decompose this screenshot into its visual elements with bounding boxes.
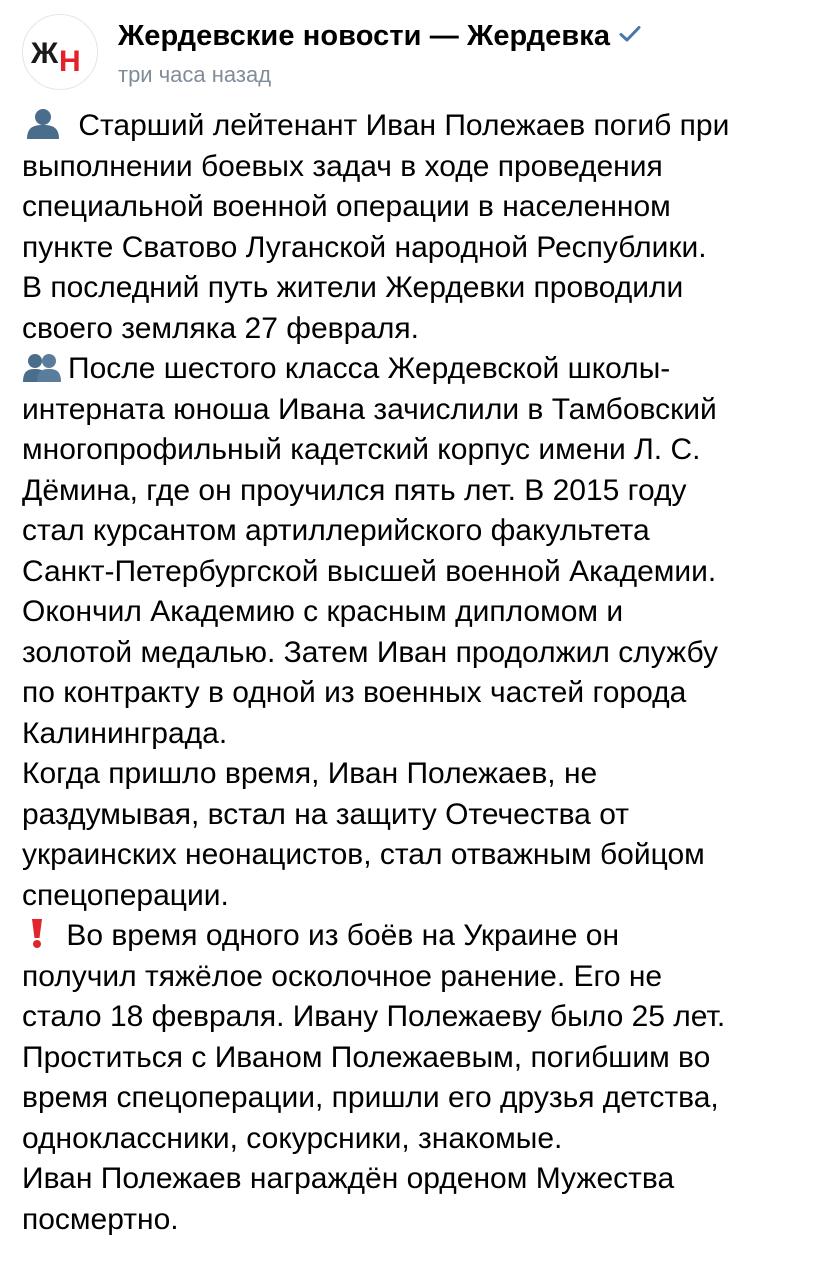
post-text-line: по контракту в одной из военных частей города — [22, 676, 687, 709]
source-name-row[interactable] — [118, 20, 642, 53]
post-text-line: Санкт-Петербургской высшей военной Академии. — [22, 554, 717, 588]
post-text-line: специальной военной операции в населенном — [22, 190, 671, 223]
post-text-line: интерната юноша Ивана зачислили в Тамбовский — [22, 392, 717, 426]
post-paragraph — [22, 916, 812, 1240]
post-text-line: Во время одного из боёв на Украине он — [58, 919, 620, 952]
post-text-line: Когда пришло время, Иван Полежаев, не — [22, 757, 598, 790]
post-text-line: получил тяжёлое осколочное ранение. Его не — [22, 959, 663, 993]
post-text-line: время спецоперации, пришли его друзья детства, — [22, 1081, 719, 1114]
busts-in-silhouette-icon — [22, 350, 62, 382]
post-text-line: пункте Сватово Луганской народной Республики. — [22, 230, 707, 264]
source-name[interactable]: Жердевские новости — Жердевка — [118, 20, 611, 52]
post-text-line: Дёмина, где он проучился пять лет. В 2015 году — [22, 473, 687, 507]
post-text-line: спецоперации. — [22, 878, 229, 912]
post-text-line: выполнении боевых задач в ходе проведения — [22, 149, 663, 183]
post-text-line: Калининграда. — [22, 716, 228, 750]
post-text-line: многопрофильный кадетский корпус имени Л. С. — [22, 433, 701, 466]
post-text-line: одноклассники, сокурсники, знакомые. — [22, 1121, 563, 1155]
post-text-line: золотой медалью. Затем Иван продолжил службу — [22, 635, 719, 669]
zhn-logo — [23, 15, 97, 89]
post-paragraph — [22, 106, 812, 349]
post-text-line: украинских неонацистов, стал отважным бойцом — [22, 838, 705, 871]
post-text-line: После шестого класса Жердевской школы- — [68, 352, 671, 385]
post-paragraph — [22, 754, 812, 916]
verified-check-icon — [618, 19, 642, 52]
post-text-line: стал курсантом артиллерийского факультета — [22, 514, 650, 547]
post-text-line: стало 18 февраля. Ивану Полежаеву было 25 лет. — [22, 1000, 726, 1033]
post-text-line: Проститься с Иваном Полежаевым, погибшим во — [22, 1040, 711, 1074]
post-paragraph — [22, 349, 812, 754]
exclamation-mark-icon — [22, 917, 52, 949]
post-timestamp[interactable]: три часа назад — [118, 62, 272, 87]
post-text — [22, 106, 812, 1240]
logo-letter-n: Н — [59, 45, 81, 78]
source-avatar[interactable] — [22, 14, 98, 90]
post-header — [22, 12, 802, 88]
post-text-line: В последний путь жители Жердевки проводили — [22, 271, 684, 304]
bust-in-silhouette-icon — [22, 107, 64, 139]
post-text-line: своего земляка 27 февраля. — [22, 311, 420, 345]
logo-letter-zh: Ж — [31, 37, 59, 70]
post-text-line: Окончил Академию с красным дипломом и — [22, 595, 624, 628]
post-text-line: раздумывая, встал на защиту Отечества от — [22, 797, 629, 831]
post-text-line: Иван Полежаев награждён орденом Мужества — [22, 1162, 675, 1195]
post-text-line: посмертно. — [22, 1202, 179, 1236]
post-text-line: Старший лейтенант Иван Полежаев погиб при — [70, 109, 730, 142]
